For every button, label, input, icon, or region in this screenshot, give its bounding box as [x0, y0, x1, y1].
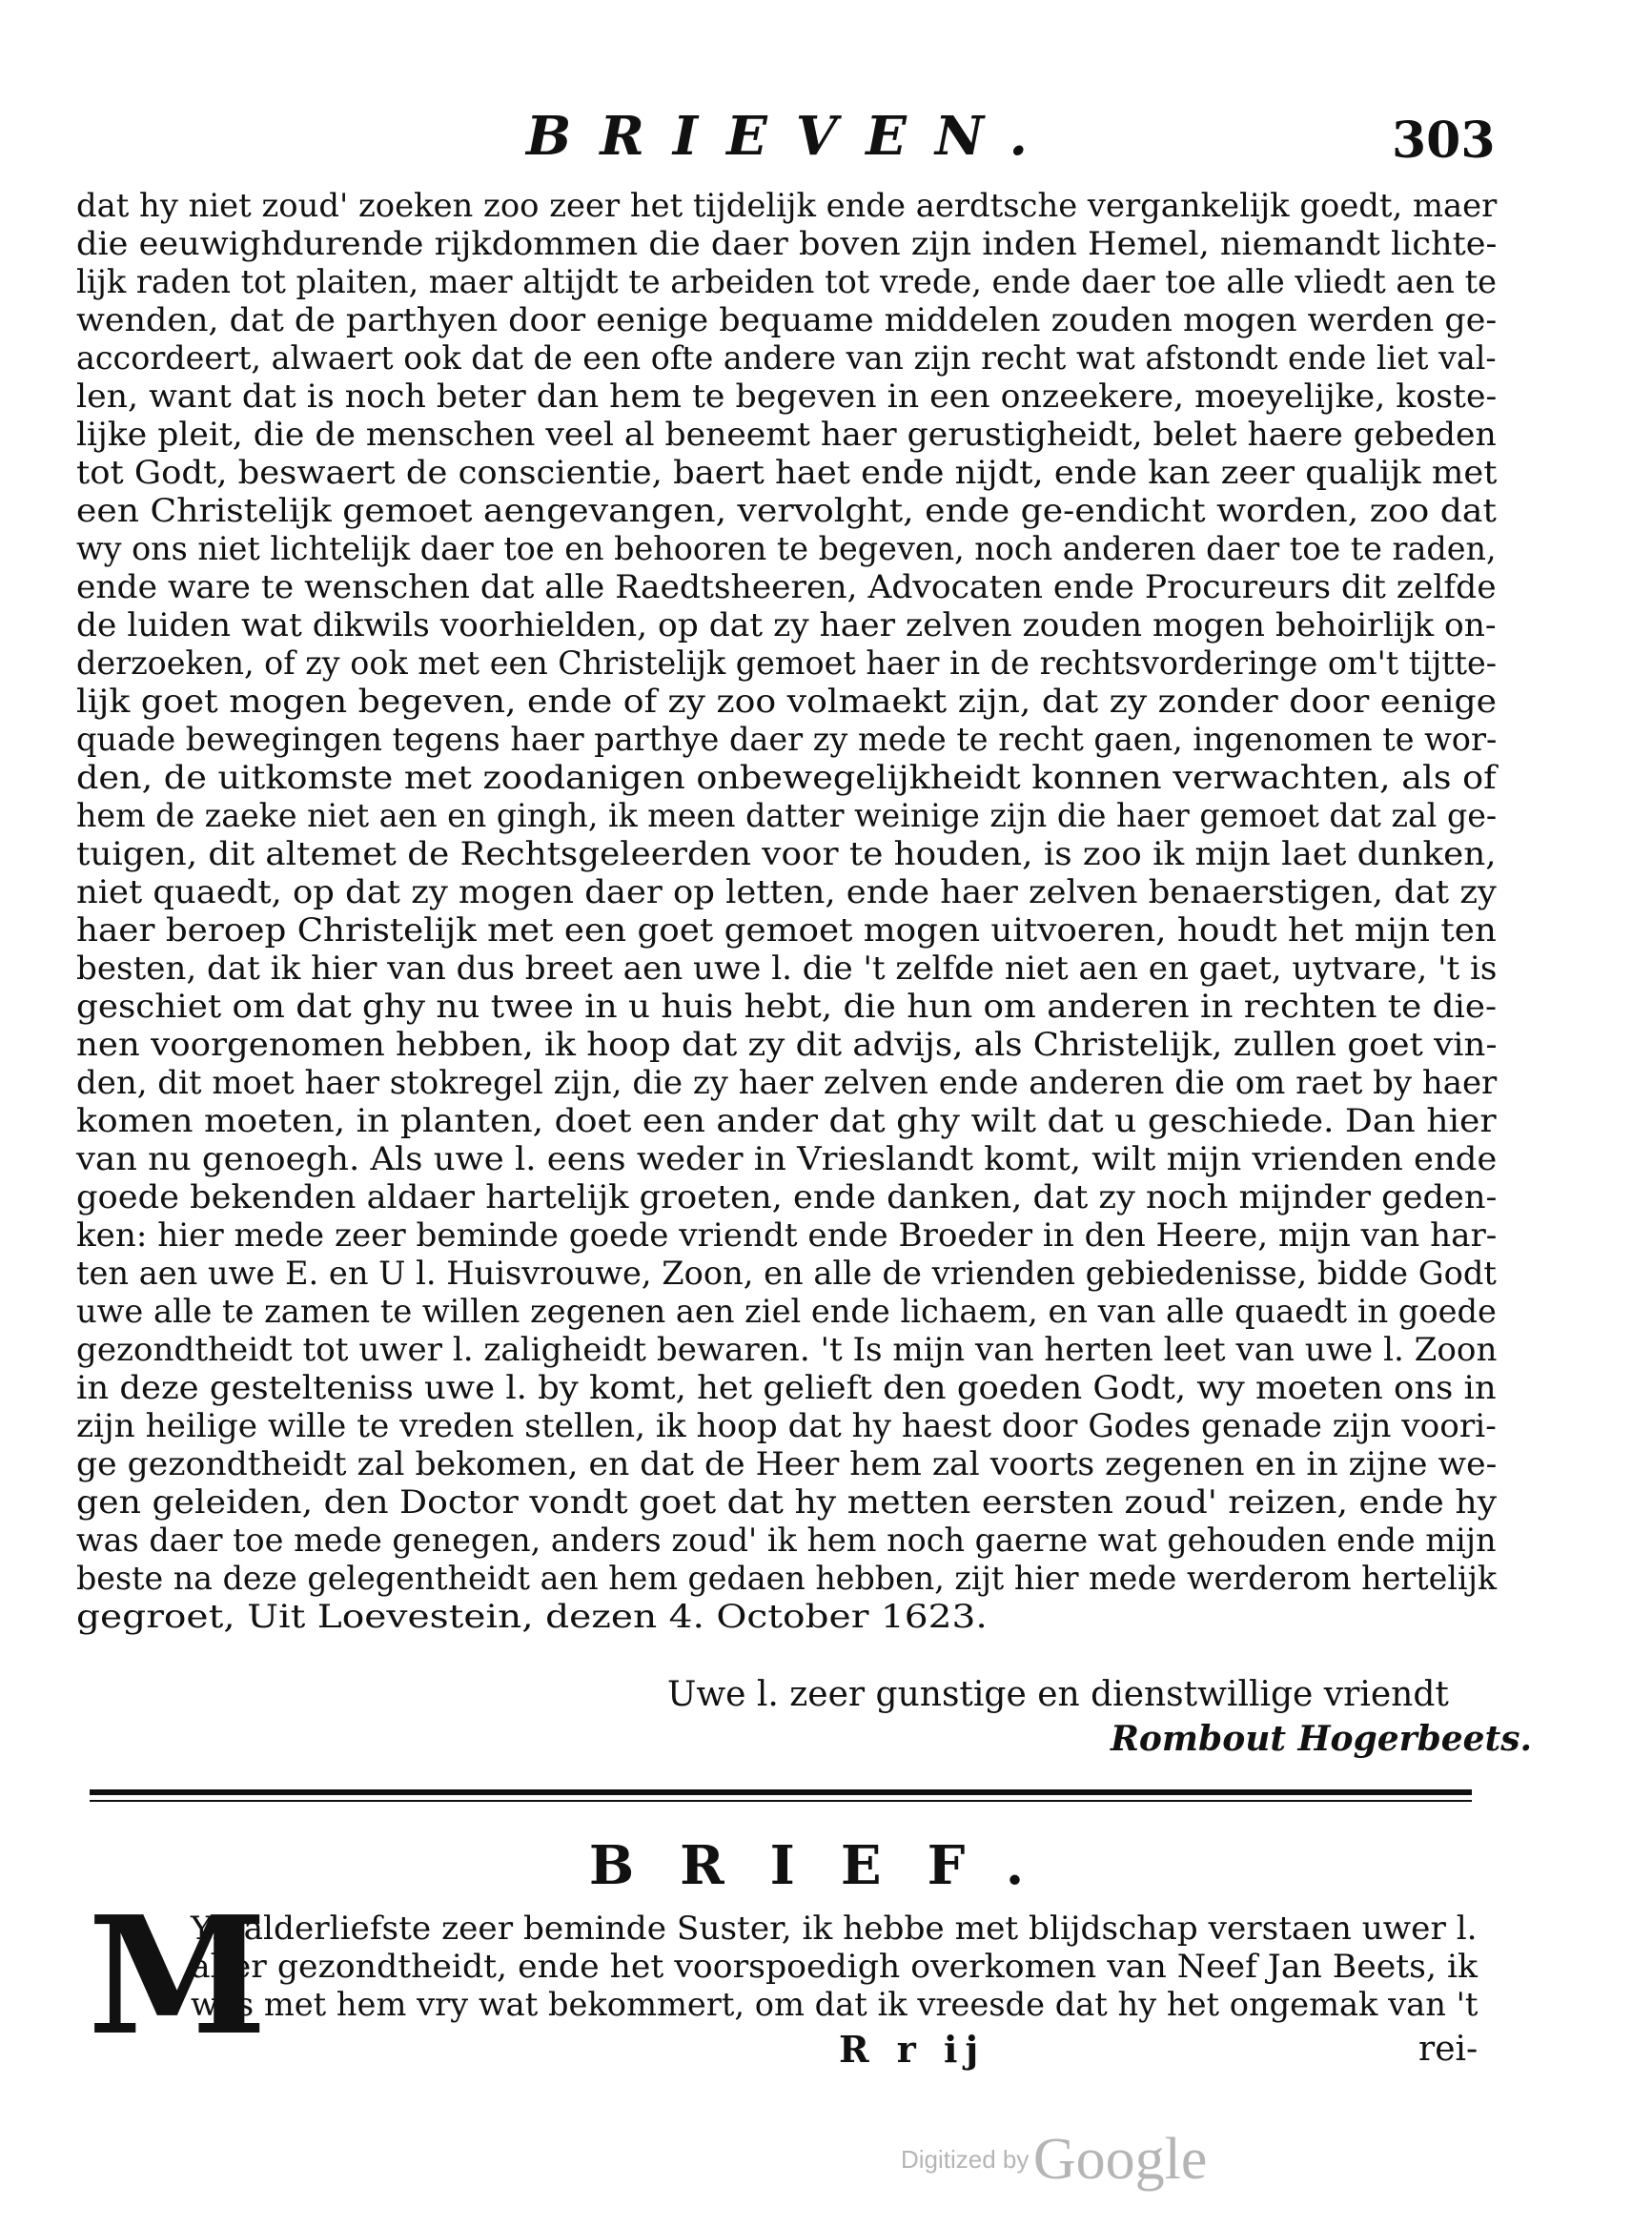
text-line: was met hem vry wat bekommert, om dat ik vreesde dat hy het ongemak van 't — [191, 1986, 1479, 2024]
text-line: beste na deze gelegentheidt aen hem gedaen hebben, zijt hier mede werderom hertelijk — [76, 1560, 1498, 1598]
signature-mark: R r ij — [839, 2028, 987, 2071]
text-line: Yn alderliefste zeer beminde Suster, ik hebbe met blijdschap verstaen uwer l. — [191, 1910, 1478, 1948]
drop-cap: M — [88, 1881, 268, 2072]
text-line: gezondtheidt tot uwer l. zaligheidt bewaren. 't Is mijn van herten leet van uwe l. Zoon — [76, 1331, 1498, 1369]
text-line: ende ware te wenschen dat alle Raedtsheeren, Advocaten ende Procureurs dit zelfde — [76, 568, 1497, 606]
google-logo: Google — [1032, 2127, 1208, 2192]
text-line: gen geleiden, den Doctor vondt goet dat hy metten eersten zoud' reizen, ende hy — [76, 1483, 1498, 1522]
text-line: lijke pleit, die de menschen veel al beneemt haer gerustigheidt, belet haere gebeden — [76, 416, 1497, 454]
text-line: hem de zaeke niet aen en gingh, ik meen datter weinige zijn die haer gemoet dat zal ge- — [76, 797, 1498, 835]
text-line: derzoeken, of zy ook met een Christelijk gemoet haer in de rechtsvorderinge om't tijtte- — [76, 644, 1498, 683]
text-line: de luiden wat dikwils voorhielden, op dat zy haer zelven zouden mogen behoirlijk on- — [76, 606, 1497, 644]
section-heading: BRIEF. — [588, 1834, 1071, 1897]
text-line: len, want dat is noch beter dan hem te begeven in een onzeekere, moeyelijke, koste- — [76, 378, 1498, 416]
letter-closing: Uwe l. zeer gunstige en dienstwillige vriendt — [667, 1675, 1449, 1714]
text-line: ge gezondtheidt zal bekomen, en dat de Heer hem zal voorts zegenen en in zijne we- — [76, 1445, 1498, 1483]
text-line: ken: hier mede zeer beminde goede vriendt ende Broeder in den Heere, mijn van har- — [76, 1216, 1498, 1255]
text-line: den, de uitkomste met zoodanigen onbewegelijkheidt konnen verwachten, als of — [76, 759, 1497, 797]
text-line: komen moeten, in planten, doet een ander dat ghy wilt dat u geschiede. Dan hier — [76, 1102, 1497, 1140]
section-divider-thin — [90, 1800, 1472, 1802]
text-line: van nu genoegh. Als uwe l. eens weder in Vrieslandt komt, wilt mijn vrienden ende — [76, 1140, 1498, 1178]
letter-signature: Rombout Hogerbeets. — [1111, 1719, 1533, 1759]
text-line: uwe alle te zamen te willen zegenen aen ziel ende lichaem, en van alle quaedt in goede — [76, 1293, 1497, 1331]
text-line: goede bekenden aldaer hartelijk groeten, ende danken, dat zy noch mijnder geden- — [76, 1178, 1498, 1216]
text-line: dat hy niet zoud' zoeken zoo zeer het tijdelijk ende aerdtsche vergankelijk goedt, maer — [76, 187, 1498, 225]
running-title: BRIEVEN. — [526, 105, 1056, 168]
text-line: tuigen, dit altemet de Rechtsgeleerden voor te houden, is zoo ik mijn laet dunken, — [76, 835, 1497, 873]
section-divider — [90, 1789, 1472, 1795]
text-line: den, dit moet haer stokregel zijn, die zy haer zelven ende anderen die om raet by haer — [76, 1064, 1498, 1102]
text-line: die eeuwighdurende rijkdommen die daer boven zijn inden Hemel, niemandt lichte- — [76, 225, 1498, 263]
text-line: accordeert, alwaert ook dat de een ofte andere van zijn recht wat afstondt ende liet val- — [76, 339, 1497, 378]
text-line: lijk goet mogen begeven, ende of zy zoo volmaekt zijn, dat zy zonder door eenige — [76, 683, 1498, 721]
text-line: lijk raden tot plaiten, maer altijdt te arbeiden tot vrede, ende daer toe alle vliedt aen te — [76, 263, 1497, 301]
text-line: besten, dat ik hier van dus breet aen uwe l. die 't zelfde niet aen en gaet, uytvare, 't is — [76, 950, 1498, 988]
text-line: wenden, dat de parthyen door eenige bequame middelen zouden mogen werden ge- — [76, 301, 1498, 339]
letter-body — [76, 187, 1497, 1636]
second-letter-body — [191, 1910, 1478, 2024]
text-line: een Christelijk gemoet aengevangen, vervolght, ende ge-endicht worden, zoo dat — [76, 492, 1497, 530]
text-line: was daer toe mede genegen, anders zoud' ik hem noch gaerne wat gehouden ende mijn — [76, 1522, 1497, 1560]
text-line: aller gezondtheidt, ende het voorspoedigh overkomen van Neef Jan Beets, ik — [191, 1948, 1479, 1986]
text-line: in deze gestelteniss uwe l. by komt, het gelieft den goeden Godt, wy moeten ons in — [76, 1369, 1497, 1407]
text-line: zijn heilige wille te vreden stellen, ik hoop dat hy haest door Godes genade zijn voori- — [76, 1407, 1497, 1445]
text-line: ten aen uwe E. en U l. Huisvrouwe, Zoon, en alle de vrienden gebiedenisse, bidde Godt — [76, 1255, 1497, 1293]
page-number: 303 — [1392, 112, 1496, 170]
watermark-prefix: Digitized by — [901, 2145, 1030, 2174]
text-line: niet quaedt, op dat zy mogen daer op letten, ende haer zelven benaerstigen, dat zy — [76, 873, 1497, 911]
digitized-watermark — [901, 2126, 1207, 2194]
text-line: geschiet om dat ghy nu twee in u huis hebt, die hun om anderen in rechten te die- — [76, 988, 1498, 1026]
text-line: quade bewegingen tegens haer parthye daer zy mede te recht gaen, ingenomen te wor- — [76, 721, 1498, 759]
text-line: tot Godt, beswaert de conscientie, baert haet ende nijdt, ende kan zeer qualijk met — [76, 454, 1498, 492]
text-line: wy ons niet lichtelijk daer toe en behooren te begeven, noch anderen daer toe te raden, — [76, 530, 1497, 568]
text-line: nen voorgenomen hebben, ik hoop dat zy dit advijs, als Christelijk, zullen goet vin- — [76, 1026, 1498, 1064]
text-line: haer beroep Christelijk met een goet gemoet mogen uitvoeren, houdt het mijn ten — [76, 911, 1497, 950]
catchword: rei- — [1418, 2030, 1479, 2069]
text-line: gegroet, Uit Loevestein, dezen 4. October 1623. — [76, 1598, 988, 1636]
